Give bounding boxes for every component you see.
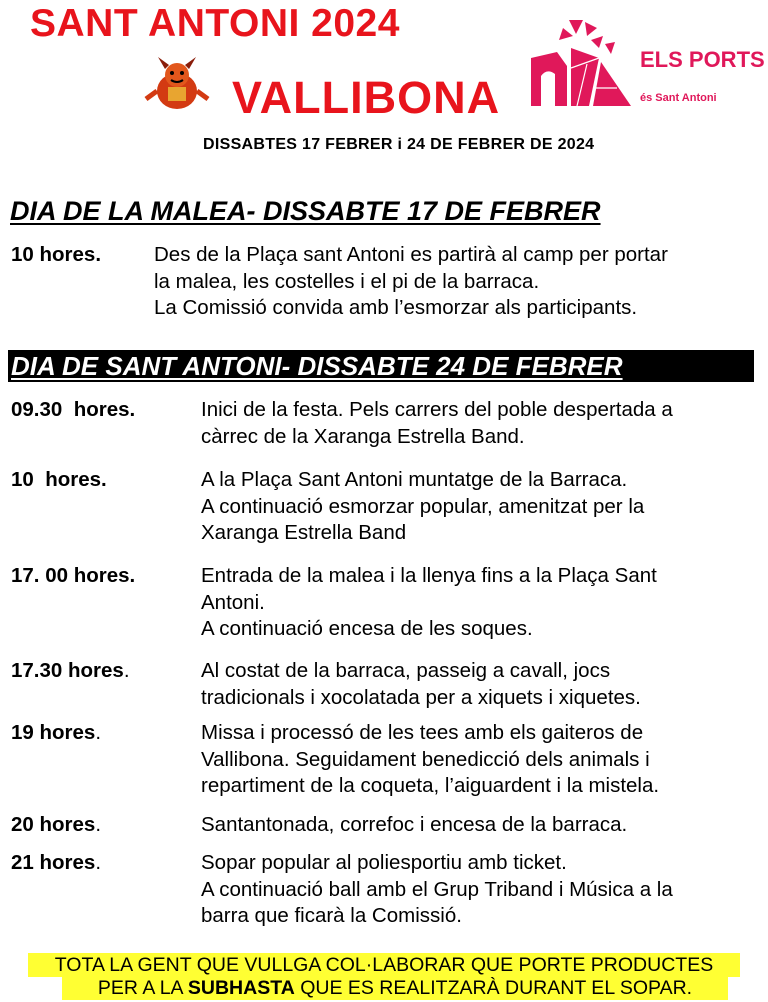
description-line: Al costat de la barraca, passeig a cavall, jocs xyxy=(201,659,611,682)
event-description xyxy=(201,397,673,450)
description-line: Sopar popular al poliesportiu amb ticket. xyxy=(201,851,567,874)
devil-figure-icon xyxy=(144,55,210,111)
event-time: 09.30 hores. xyxy=(11,398,136,421)
logo-tagline: és Sant Antoni xyxy=(640,92,717,104)
description-line: barra que ficarà la Comissió. xyxy=(201,904,462,927)
description-line: Des de la Plaça sant Antoni es partirà al camp per portar xyxy=(154,243,668,266)
description-line: tradicionals i xocolatada per a xiquets i xiquetes. xyxy=(201,685,641,709)
day2-heading: DIA DE SANT ANTONI- DISSABTE 24 DE FEBRER xyxy=(11,351,623,381)
description-line: A continuació esmorzar popular, amenitzat per la xyxy=(201,494,645,518)
description-line: La Comissió convida amb l’esmorzar als participants. xyxy=(154,296,638,319)
description-line: Entrada de la malea i la llenya fins a la Plaça Sant xyxy=(201,564,657,587)
notice-highlight: SUBHASTA xyxy=(187,977,295,999)
description-line: A continuació encesa de les soques. xyxy=(201,617,533,640)
event-description xyxy=(201,850,673,930)
dates-subtitle: DISSABTES 17 FEBRER i 24 DE FEBRER DE 2024 xyxy=(203,136,595,153)
notice-text: QUE ES REALITZARÀ DURANT EL SOPAR. xyxy=(294,977,693,999)
notice-text: PER A LA xyxy=(97,977,188,999)
event-description xyxy=(201,720,659,800)
time-label: 21 hores xyxy=(11,851,96,874)
description-line: Vallibona. Seguidament benedicció dels animals i xyxy=(201,747,650,771)
time-suffix: . xyxy=(123,659,130,682)
description-line: Antoni. xyxy=(201,590,265,614)
description-line: càrrec de la Xaranga Estrella Band. xyxy=(201,424,525,448)
event-description xyxy=(154,242,668,322)
day2-heading-bar xyxy=(8,350,754,382)
description-line: repartiment de la coqueta, l’aiguardent i la mistela. xyxy=(201,774,660,797)
event-description xyxy=(201,658,641,711)
event-description xyxy=(201,812,627,839)
day1-heading: DIA DE LA MALEA- DISSABTE 17 DE FEBRER xyxy=(10,196,601,226)
description-line: la malea, les costelles i el pi de la barraca. xyxy=(154,269,540,293)
time-label: 17.30 hores xyxy=(11,659,124,682)
description-line: Inici de la festa. Pels carrers del poble despertada a xyxy=(201,398,673,421)
event-time xyxy=(11,658,130,685)
event-time xyxy=(11,850,101,877)
logo-name: ELS PORTS xyxy=(640,47,765,72)
notice-line2 xyxy=(62,976,728,1000)
description-line: Missa i processó de les tees amb els gaiteros de xyxy=(201,721,644,744)
description-line: Xaranga Estrella Band xyxy=(201,521,407,544)
event-time: 10 hores. xyxy=(11,243,102,266)
description-line: Santantonada, correfoc i encesa de la barraca. xyxy=(201,813,628,836)
description-line: A la Plaça Sant Antoni muntatge de la Barraca. xyxy=(201,468,628,491)
notice-line1: TOTA LA GENT QUE VULLGA COL·LABORAR QUE PORTE PRODUCTES xyxy=(28,953,740,977)
time-suffix: . xyxy=(95,813,102,836)
event-time: 17. 00 hores. xyxy=(11,564,136,587)
event-time xyxy=(11,812,101,839)
time-label: 19 hores xyxy=(11,721,96,744)
time-suffix: . xyxy=(95,721,102,744)
time-suffix: . xyxy=(95,851,102,874)
event-description xyxy=(201,467,644,547)
event-time xyxy=(11,720,101,747)
time-label: 20 hores xyxy=(11,813,96,836)
title-line1: SANT ANTONI 2024 xyxy=(30,2,400,45)
description-line: A continuació ball amb el Grup Triband i Música a la xyxy=(201,877,673,901)
els-ports-logo-icon xyxy=(527,18,635,110)
event-time: 10 hores. xyxy=(11,468,107,491)
title-line2: VALLIBONA xyxy=(232,72,501,123)
event-description xyxy=(201,563,657,643)
